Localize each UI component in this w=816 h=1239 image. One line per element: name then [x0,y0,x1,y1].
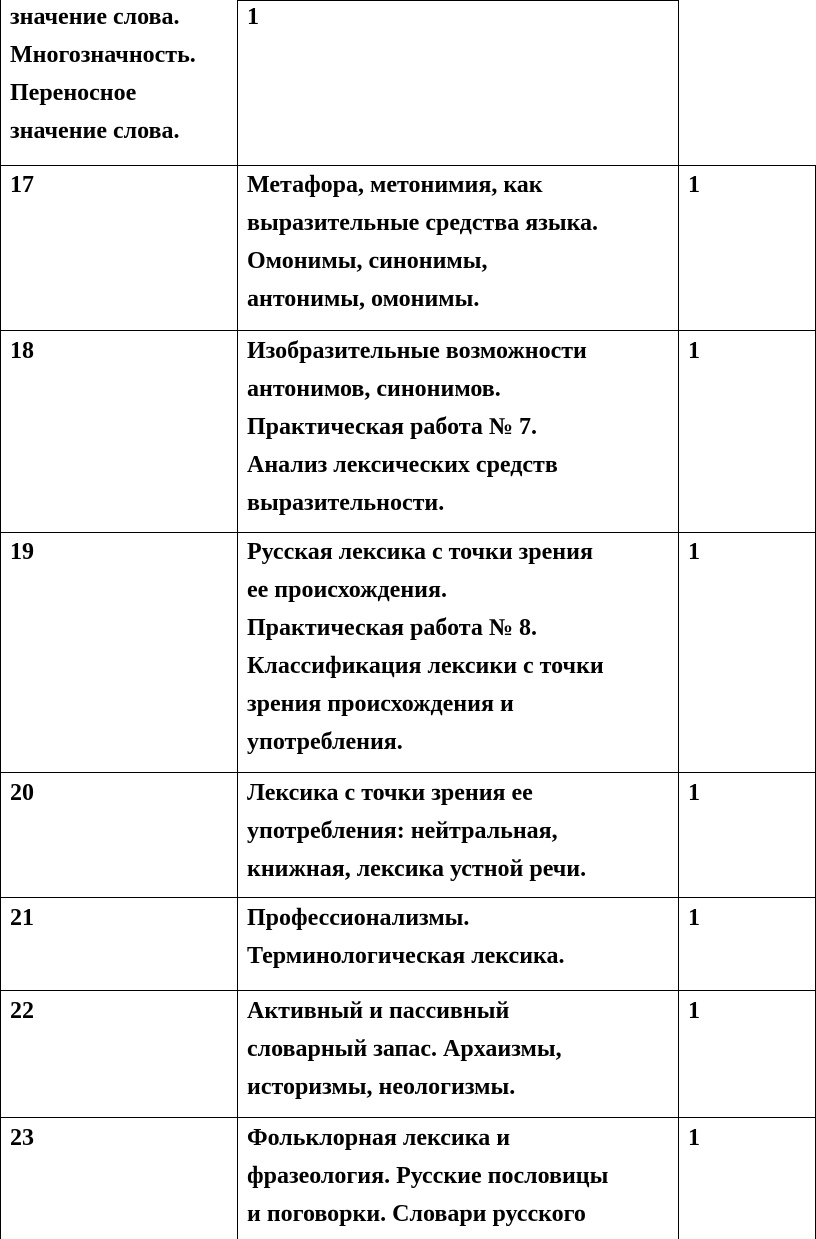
table-row-num: 21 [10,905,34,931]
table-row-hours: 1 [688,1125,700,1151]
table-row-hours: 1 [688,539,700,565]
table-row-hours: 1 [688,338,700,364]
row-divider-6 [0,990,816,991]
table-row-topic: значение слова. Многозначность. Переносное значение слова. [10,4,196,144]
row-divider-4 [0,772,816,773]
col-divider-1 [237,0,238,1239]
table-row-topic: Активный и пассивный словарный запас. Архаизмы, историзмы, неологизмы. [247,998,562,1100]
row-divider-5 [0,897,816,898]
col-divider-left [0,0,1,1239]
table-row-topic: Лексика с точки зрения ее употребления: нейтральная, книжная, лексика устной речи. [247,780,587,882]
table-row-hours: 1 [688,172,700,198]
table-row-hours: 1 [688,905,700,931]
table-row-num: 20 [10,780,34,806]
table-row-num: 17 [10,172,34,198]
table-row-topic: Метафора, метонимия, как выразительные средства языка. Омонимы, синонимы, антонимы, омонимы. [247,172,599,312]
table-row-num: 22 [10,998,34,1024]
table-row-num: 18 [10,338,34,364]
row-divider-2 [0,330,816,331]
table-row-hours: 1 [247,4,259,30]
col-divider-2 [678,0,679,1239]
row-divider-7 [0,1117,816,1118]
table-row-num: 23 [10,1125,34,1151]
table-row-topic: Профессионализмы. Терминологическая лексика. [247,905,565,969]
table-row-topic: Фольклорная лексика и фразеология. Русские пословицы и поговорки. Словари русского [247,1125,609,1227]
table-row-topic: Изобразительные возможности антонимов, синонимов. Практическая работа № 7. Анализ лексических средств выразительности. [247,338,587,516]
table-row-topic: Русская лексика с точки зрения ее происхождения. Практическая работа № 8. Классификация лексики с точки зрения происхождения и употребления. [247,539,604,755]
table-row-num: 19 [10,539,34,565]
table-row-hours: 1 [688,998,700,1024]
table-row-hours: 1 [688,780,700,806]
